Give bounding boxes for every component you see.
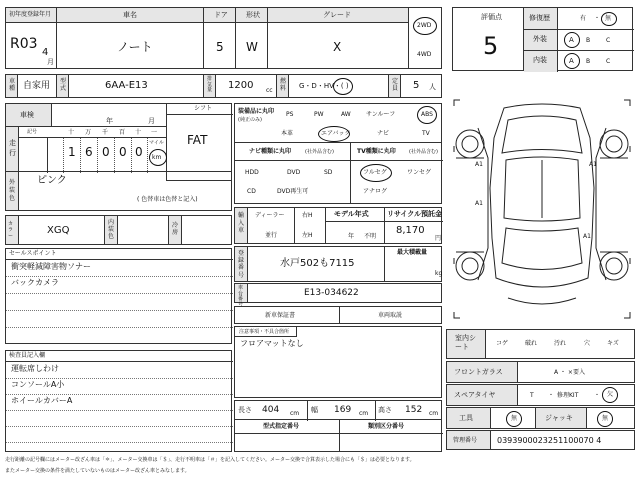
model-year-cell — [325, 207, 385, 244]
exterior-value-cell — [18, 171, 232, 211]
capacity-value-cell — [400, 74, 442, 98]
max-load-unit: kg — [435, 270, 443, 277]
drive-2wd: 2WD — [417, 22, 432, 29]
tools-value-cell — [490, 407, 536, 429]
manual-cell — [339, 306, 442, 324]
navi-cd: CD — [247, 188, 256, 195]
length-value: 404 — [262, 405, 280, 415]
spare-label: スペアタイヤ — [454, 391, 496, 399]
mile-label: マイル — [149, 140, 164, 146]
chassis-value: E13-034622 — [304, 288, 359, 298]
doors-value-cell — [203, 22, 236, 69]
exterior-grade-label: 外装 — [533, 35, 547, 43]
navi-hdd: HDD — [245, 169, 259, 176]
inspection-label: 車検 — [20, 111, 34, 119]
model-code-value-cell — [68, 74, 204, 98]
spare-label-cell — [446, 384, 518, 406]
type-number-label: 型式指定番号 — [263, 423, 300, 430]
equip-ps: PS — [286, 111, 294, 118]
shift-label: シフト — [194, 105, 213, 112]
diagram-mark-2: A1 — [475, 200, 483, 207]
diagram-mark-1: A1 — [475, 161, 483, 168]
chassis-label-cell — [234, 283, 248, 308]
notes-label: 注意事項・不具合箇所 — [239, 329, 290, 335]
notes-value: フロアマットなし — [240, 339, 304, 348]
mileage-unit-3: 千 — [102, 129, 109, 136]
equipment-box — [234, 103, 442, 143]
score-label: 評価点 — [481, 13, 502, 21]
displacement-value: 1200 — [228, 80, 254, 91]
chassis-label: 車台番号 — [238, 285, 244, 308]
mileage-digit-3: 0 — [119, 145, 127, 159]
management-value: 0393900023251100070 4 — [497, 436, 602, 445]
equip-sunroof: サンルーフ — [366, 111, 396, 118]
inspection-year-unit: 年 — [106, 117, 113, 125]
max-load-label: 最大積載量 — [397, 249, 428, 256]
seat-label: 室内シート — [455, 334, 476, 352]
interior-value-cell — [117, 215, 169, 245]
management-label-cell — [446, 430, 491, 450]
import-dealer-cell — [247, 207, 295, 244]
mileage-unit-5: 十 — [135, 129, 142, 136]
length-label: 長さ — [238, 406, 252, 414]
displacement-unit: cc — [266, 87, 273, 94]
manual-label: 車両取説 — [378, 312, 403, 319]
navi-label: ナビ種類に丸印 — [249, 148, 292, 155]
recycle-label: リサイクル預託金 — [387, 210, 443, 218]
tv-oneseg: ワンセグ — [407, 169, 432, 176]
color-value: XGQ — [47, 225, 70, 236]
type-number-cell — [234, 419, 340, 452]
grades-table — [523, 7, 633, 71]
import-right: 右H — [302, 212, 313, 219]
grade-value: X — [333, 40, 342, 54]
glass-label-cell — [446, 361, 518, 383]
cold-value-cell — [181, 215, 232, 245]
spare-option-kit: 修理KIT — [557, 392, 579, 399]
inspector-line-3: ホイールカバーA — [11, 396, 73, 405]
model-code-label: 型式 — [60, 78, 67, 93]
body-shape-label: 形状 — [246, 11, 260, 19]
registration-value-cell — [5, 22, 57, 69]
tv-analog: アナログ — [363, 188, 388, 195]
equip-pw: PW — [314, 111, 324, 118]
fuel-value-cell — [288, 74, 389, 98]
sales-line-1: 衝突軽減障害物ソナー — [11, 262, 91, 271]
tools-value: 無 — [511, 415, 518, 422]
registration-month: 4 — [42, 47, 49, 58]
mileage-digit-1: 6 — [85, 145, 93, 159]
capacity-unit: 人 — [429, 83, 436, 91]
interior-label-cell — [104, 215, 118, 245]
management-label: 管理番号 — [453, 437, 478, 444]
model-name-label-cell — [56, 7, 204, 23]
spare-option-missing: 欠 — [607, 391, 614, 398]
inspection-month-unit: 月 — [148, 117, 155, 125]
navi-dvd: DVD — [287, 169, 301, 176]
equip-tv: TV — [422, 130, 430, 137]
equip-abs: ABS — [421, 111, 433, 118]
score-value: 5 — [483, 32, 499, 60]
diagram-mark-4: A1 — [583, 233, 591, 240]
body-shape-value-cell — [235, 22, 268, 69]
seat-item-5: キズ — [607, 340, 619, 347]
score-box — [452, 7, 524, 71]
recycle-cell — [384, 207, 442, 244]
import-parallel: 並行 — [265, 232, 278, 239]
interior-grade-c: C — [606, 58, 611, 65]
sales-points-box — [5, 248, 232, 344]
mileage-digits-row — [18, 137, 167, 172]
repair-label: 修復歴 — [529, 14, 550, 22]
import-label-cell — [234, 207, 248, 244]
tools-label: 工具 — [459, 414, 473, 422]
interior-grade-b: B — [586, 58, 591, 65]
jack-label-cell — [535, 407, 587, 429]
registration-num-label: 登録番号 — [238, 250, 245, 279]
registration-label: 初年度登録年月 — [9, 11, 52, 18]
navi-dvd-play: DVD再生可 — [277, 188, 309, 195]
exterior-note: ( 色替車は色替と記入) — [137, 196, 198, 203]
mileage-digit-2: 0 — [102, 145, 110, 159]
mileage-label-cell — [5, 126, 19, 172]
doors-label-cell — [203, 7, 236, 23]
cold-label-cell — [168, 215, 182, 245]
category-value: 自家用 — [23, 81, 51, 91]
management-value-cell — [490, 430, 635, 450]
body-shape-value: W — [246, 40, 258, 54]
recycle-unit: 円 — [435, 235, 442, 242]
repair-no: 無 — [605, 15, 612, 22]
color-label-cell — [5, 215, 19, 245]
separator-dot: ・ — [548, 392, 555, 399]
mileage-unit-6: 一 — [151, 129, 158, 136]
spare-option-t: T — [530, 392, 534, 399]
notes-box — [234, 326, 442, 398]
seat-item-1: コゲ — [496, 340, 509, 347]
navi-sd: SD — [324, 169, 333, 176]
seat-item-3: 汚れ — [554, 340, 567, 347]
km-label: km — [152, 154, 162, 161]
inspection-label-cell — [5, 103, 52, 127]
mileage-digit-0: 1 — [68, 145, 76, 159]
capacity-label: 定員 — [392, 78, 399, 93]
tv-fullseg: フルセグ — [363, 169, 387, 176]
exterior-grade-b: B — [586, 37, 591, 44]
model-name-value-cell — [56, 22, 204, 69]
tools-label-cell — [446, 407, 491, 429]
fuel-selected-circle — [333, 78, 353, 95]
import-dealer: ディーラー — [255, 212, 285, 219]
registration-num-value: 水戸502も7115 — [280, 258, 355, 269]
doors-value: 5 — [216, 40, 224, 54]
displacement-value-cell — [215, 74, 277, 98]
drive-4wd: 4WD — [417, 51, 432, 58]
jack-value-cell — [586, 407, 635, 429]
exterior-grade-c: C — [606, 37, 611, 44]
interior-grade-a: A — [569, 57, 574, 65]
import-left: 左H — [302, 232, 313, 239]
fuel-value: G・D・HV・( ) — [299, 82, 349, 90]
model-name-value: ノート — [117, 40, 153, 54]
inspector-notes-box — [5, 350, 232, 452]
seat-item-2: 破れ — [525, 340, 538, 347]
cold-label: 冷房 — [172, 222, 179, 237]
jack-value: 無 — [602, 415, 609, 422]
category-number-cell — [339, 419, 442, 452]
registration-label-cell — [5, 7, 57, 23]
exterior-label: 外装色 — [9, 179, 16, 202]
repair-yes: 有 — [580, 15, 587, 22]
equip-airbag: エアバック — [321, 130, 351, 137]
body-shape-label-cell — [235, 7, 268, 23]
equipment-label: 装備品に丸印 — [238, 108, 275, 115]
seat-label-cell — [446, 329, 486, 359]
mileage-label: 走行 — [9, 139, 16, 157]
interior-label: 内装色 — [108, 219, 115, 241]
inspector-notes-label: 検査員記入欄 — [9, 352, 46, 359]
category-number-label: 類別区分番号 — [368, 423, 405, 430]
recycle-value: 8,170 — [396, 225, 425, 236]
model-year-unknown: 不明 — [364, 233, 377, 240]
category-label: 車種 — [9, 78, 16, 93]
exterior-label-cell — [5, 171, 19, 211]
glass-value: A ・ ×要入 — [554, 369, 585, 376]
sales-line-2: バックカメラ — [11, 278, 59, 287]
footer-line-1: 走行距離の記号欄にはメーター改ざん車は「＊」、メーター交換車は「＄」、走行不明車は「＃」を記入してください。メーター交換で合算表示した場合にも「＄」は必要となります。 — [5, 457, 415, 463]
separator-dot: ・ — [594, 392, 601, 399]
registration-num-label-cell — [234, 246, 248, 282]
model-name-label: 車名 — [123, 11, 137, 19]
width-label: 幅 — [311, 406, 318, 414]
equip-navi: ナビ — [377, 130, 390, 137]
grade-label: グレード — [323, 11, 351, 19]
glass-value-cell — [517, 361, 635, 383]
drive-cell — [408, 7, 442, 69]
shift-value: FAT — [187, 133, 208, 147]
import-hand-cell — [294, 207, 326, 244]
fuel-label: 燃料 — [280, 78, 287, 93]
inspector-line-2: コンソールA小 — [11, 380, 65, 389]
navi-box — [234, 142, 351, 204]
chassis-value-cell — [247, 283, 442, 303]
displacement-label: 排気量 — [207, 76, 213, 93]
length-unit: cm — [290, 410, 300, 417]
model-year-label: モデル年式 — [334, 210, 369, 218]
height-value: 152 — [405, 405, 423, 415]
mileage-unit-2: 万 — [85, 129, 92, 136]
equip-aw: AW — [341, 111, 351, 118]
width-value: 169 — [334, 405, 352, 415]
new-car-warranty-cell — [234, 306, 340, 324]
sales-points-label: セールスポイント — [9, 250, 57, 257]
color-label: カラー — [8, 221, 14, 239]
tv-sublabel: (社外品含む) — [409, 149, 438, 155]
color-value-cell — [18, 215, 105, 245]
seat-items-cell — [485, 329, 635, 359]
grade-label-cell — [267, 7, 409, 23]
diagram-mark-3: A1 — [589, 161, 597, 168]
model-code-value: 6AA-E13 — [105, 80, 148, 91]
width-unit: cm — [359, 410, 369, 417]
grade-value-cell — [267, 22, 409, 69]
model-year-year: 年 — [348, 233, 355, 240]
mileage-unit-4: 百 — [119, 129, 126, 136]
capacity-value: 5 — [413, 80, 420, 91]
height-unit: cm — [429, 410, 439, 417]
max-load-cell — [384, 246, 442, 282]
car-outline-svg — [448, 98, 636, 320]
mileage-digit-4: 0 — [135, 145, 143, 159]
navi-sublabel: (社外品含む) — [305, 149, 334, 155]
doors-label: ドア — [214, 11, 228, 19]
equipment-sublabel: (純正のみ) — [238, 117, 262, 123]
tv-label: TV種類に丸印 — [357, 148, 396, 155]
inspection-value-cell — [51, 103, 167, 127]
interior-grade-label: 内装 — [533, 56, 547, 64]
footer-line-2: またメーター交換の条件を満たしていないものはメーター改ざん車とみなします。 — [5, 468, 190, 474]
footer — [5, 457, 635, 479]
equip-leather: 本革 — [281, 130, 294, 137]
registration-month-unit: 月 — [47, 58, 54, 66]
glass-label: フロントガラス — [454, 368, 503, 376]
registration-num-value-cell — [247, 246, 385, 282]
tv-box — [350, 142, 442, 204]
exterior-grade-a: A — [569, 36, 574, 44]
dimensions-row — [234, 400, 442, 420]
mileage-unit-0: 記号 — [27, 129, 38, 135]
shift-cell — [166, 103, 232, 181]
registration-year: R03 — [10, 36, 38, 52]
new-car-warranty-label: 新車保証書 — [265, 312, 296, 319]
car-diagram — [448, 98, 636, 320]
import-label: 輸入車 — [238, 212, 245, 234]
inspector-line-1: 運転席しわけ — [11, 364, 59, 373]
seat-item-4: 穴 — [584, 340, 591, 347]
spare-value-cell — [517, 384, 635, 406]
separator-dot: ・ — [594, 15, 601, 22]
category-value-cell — [17, 74, 57, 98]
jack-label: ジャッキ — [545, 414, 573, 422]
height-label: 高さ — [378, 406, 392, 414]
mileage-unit-1: 十 — [68, 129, 75, 136]
exterior-value: ピンク — [37, 175, 67, 186]
